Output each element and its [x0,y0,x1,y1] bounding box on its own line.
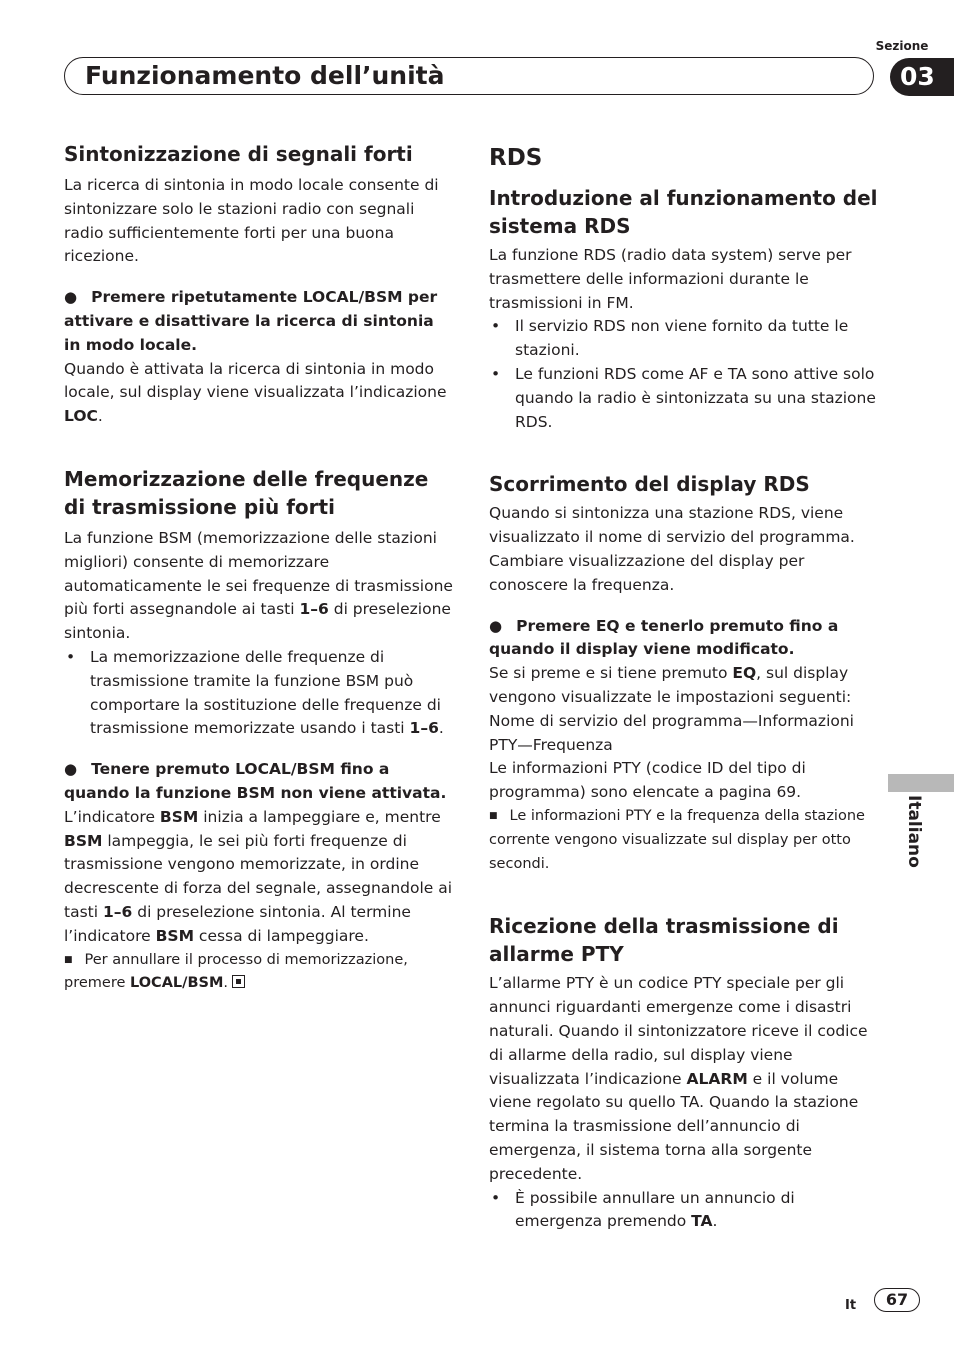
paragraph: La funzione BSM (memorizzazione delle stazioni migliori) consente di memorizzare automaticamente le sei frequenze di trasmissione più forti assegnandole ai tasti 1–6 di preselezione sintonia. [64,528,453,643]
list-item: • La memorizzazione delle frequenze di trasmissione tramite la funzione BSM può comportare la sostituzione delle frequenze di trasmissione memorizzate usando i tasti 1–6. [64,646,454,741]
paragraph: L’indicatore BSM inizia a lampeggiare e, mentre BSM lampeggia, le sei più forti frequenze di trasmissione vengono memorizzate, in ordine decrescente di forza del segnale, assegnandole ai tasti 1–6 di preselezione sintonia. Al termine l’indicatore BSM cessa di lampeggiare. [64,807,453,945]
paragraph: Nome di servizio del programma—Informazioni PTY—Frequenza [489,711,854,754]
note-square-icon: ■ [489,810,498,821]
language-tab-label: Italiano [904,795,924,868]
section-label: Sezione [875,39,929,53]
bullet-list [489,315,881,434]
paragraph: Quando si sintonizza una stazione RDS, viene visualizzato il nome di servizio del programma. Cambiare visualizzazione del display per conoscere la frequenza. [489,504,855,594]
paragraph: La ricerca di sintonia in modo locale consente di sintonizzare solo le stazioni radio con segnali radio sufficientemente forti per una buona ricezione. [64,176,439,266]
paragraph: L’allarme PTY è un codice PTY speciale per gli annunci riguardanti emergenze come i disastri naturali. Quando il sintonizzatore riceve il codice di allarme della radio, sul display viene visualizzata l’indicazione ALARM e il volume viene regolato su quello TA. Quando la stazione termina la trasmissione dell’annuncio di emergenza, il sistema torna alla sorgente precedente. [489,974,868,1183]
note-square-icon: ■ [64,954,73,965]
section-heading: Scorrimento del display RDS [489,472,810,497]
bullet-dot-icon: ● [64,288,78,307]
step-instruction: ● Premere EQ e tenerlo premuto fino a quando il display viene modificato. [489,616,839,659]
bullet-list [489,1187,881,1235]
list-item: • È possibile annullare un annuncio di emergenza premendo TA. [489,1187,881,1235]
page-title: Funzionamento dell’unità [85,61,445,90]
end-mark-icon [232,975,245,988]
section-heading: Memorizzazione delle frequenze di trasmissione più forti [64,466,429,519]
section-heading: Sintonizzazione di segnali forti [64,142,413,166]
section-heading: Ricezione della trasmissione di allarme PTY [489,914,839,967]
step-instruction: ● Tenere premuto LOCAL/BSM fino a quando la funzione BSM non viene attivata. [64,760,447,802]
note: ■ Le informazioni PTY e la frequenza della stazione corrente vengono visualizzate sul display per otto secondi. [489,807,865,872]
section-heading: Introduzione al funzionamento del sistema RDS [489,186,878,238]
paragraph: Quando è attivata la ricerca di sintonia in modo locale, sul display viene visualizzata l’indicazione LOC. [64,359,447,426]
paragraph: Se si preme e si tiene premuto EQ, sul display vengono visualizzate le impostazioni seguenti: [489,664,852,706]
page-number: 67 [874,1288,920,1312]
paragraph: La funzione RDS (radio data system) serve per trasmettere delle informazioni durante le trasmissioni in FM. [489,246,852,312]
step-instruction: ● Premere ripetutamente LOCAL/BSM per attivare e disattivare la ricerca di sintonia in modo locale. [64,288,438,354]
bullet-dot-icon: ● [64,760,78,779]
chapter-title: RDS [489,145,543,171]
right-column [489,140,881,1234]
left-column [64,140,454,996]
paragraph: Le informazioni PTY (codice ID del tipo di programma) sono elencate a pagina 69. [489,759,806,802]
language-tab [888,774,954,792]
section-number-badge: 03 [890,58,954,96]
footer-language-code: It [845,1298,857,1313]
bullet-list [64,646,454,741]
note: ■ Per annullare il processo di memorizzazione, premere LOCAL/BSM. [64,951,408,992]
bullet-dot-icon: ● [489,616,503,635]
list-item: • Le funzioni RDS come AF e TA sono attive solo quando la radio è sintonizzata su una stazione RDS. [489,363,881,434]
list-item: • Il servizio RDS non viene fornito da tutte le stazioni. [489,315,881,363]
